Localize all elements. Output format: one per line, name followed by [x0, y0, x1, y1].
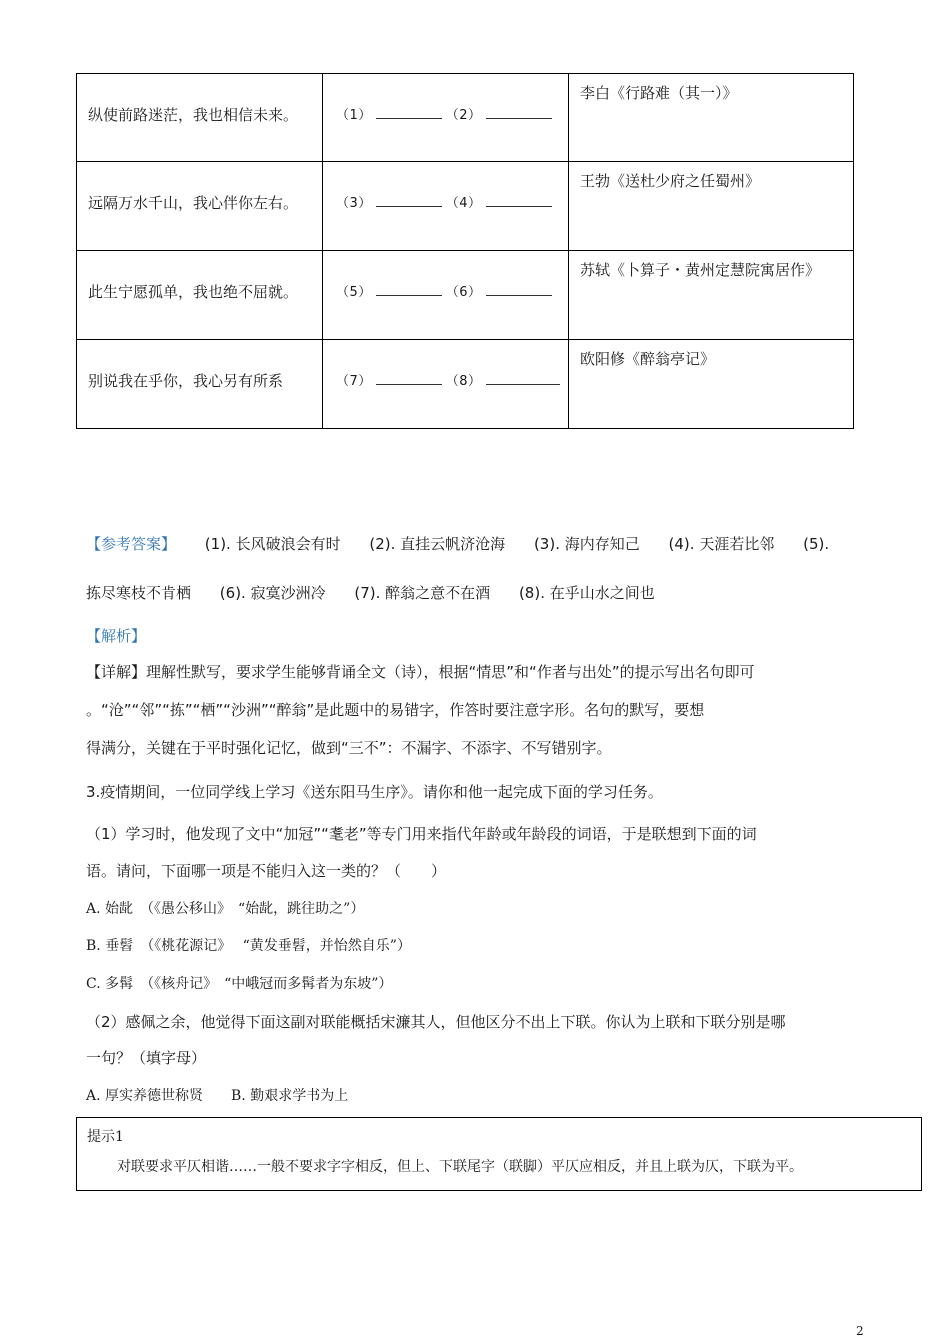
question-3-sub1-line1: （1）学习时，他发现了文中“加冠”“耄老”等专门用来指代年龄或年龄段的词语，于是联想到下面的词	[86, 825, 757, 843]
blank-line[interactable]	[376, 283, 442, 296]
blank-line[interactable]	[486, 194, 552, 207]
option-a: A. 始龀 （《愚公移山》 “始龀，跳往助之”）	[86, 901, 365, 917]
table-cell-source: 苏轼《卜算子・黄州定慧院寓居作》	[569, 251, 854, 340]
hint-box	[76, 1117, 922, 1191]
table-cell-text: 远隔万水千山，我心伴你左右。	[77, 162, 323, 251]
answer-line-1: 【参考答案】 (1). 长风破浪会有时 (2). 直挂云帆济沧海 (3). 海内存知己 (4). 天涯若比邻 (5).	[86, 535, 830, 553]
option-b: B. 垂髫 （《桃花源记》 “黄发垂髫，并怡然自乐”）	[86, 938, 411, 954]
analysis-line-1: 【详解】理解性默写，要求学生能够背诵全文（诗），根据“情思”和“作者与出处”的提示写出名句即可	[86, 663, 755, 681]
table-cell-text: 别说我在乎你，我心另有所系	[77, 340, 323, 429]
hint-body: 对联要求平仄相谐……一般不要求字字相反，但上、下联尾字（联脚）平仄应相反，并且上联为仄，下联为平。	[117, 1159, 803, 1175]
analysis-label: 【解析】	[86, 627, 147, 645]
option-c: C. 多髯 （《核舟记》 “中峨冠而多髯者为东坡”）	[86, 976, 393, 992]
table-cell-source: 李白《行路难（其一）》	[569, 74, 854, 162]
table-cell-text: 此生宁愿孤单，我也绝不屈就。	[77, 251, 323, 340]
blank-line[interactable]	[486, 106, 552, 119]
page-number: 2	[856, 1324, 864, 1338]
table-cell-source: 欧阳修《醉翁亭记》	[569, 340, 854, 429]
blank-line[interactable]	[486, 283, 552, 296]
table-cell-blanks: （3） （4）	[323, 162, 569, 251]
table-cell-text: 纵使前路迷茫，我也相信未来。	[77, 74, 323, 162]
analysis-line-3: 得满分，关键在于平时强化记忆，做到“三不”：不漏字、不添字、不写错别字。	[86, 739, 612, 757]
table-cell-blanks: （5） （6）	[323, 251, 569, 340]
blank-line[interactable]	[376, 372, 442, 385]
table-cell-source: 王勃《送杜少府之任蜀州》	[569, 162, 854, 251]
couplet-options: A. 厚实养德世称贤 B. 勤艰求学书为上	[86, 1088, 349, 1104]
answer-label: 【参考答案】	[86, 535, 177, 553]
answer-line-2: 拣尽寒枝不肯栖 (6). 寂寞沙洲冷 (7). 醉翁之意不在酒 (8). 在乎山水之间也	[86, 584, 655, 602]
question-3-sub2-line2: 一句？（填字母）	[86, 1049, 207, 1067]
analysis-line-2: 。“沧”“邻”“拣”“栖”“沙洲”“醉翁”是此题中的易错字，作答时要注意字形。名句的默写，要想	[86, 701, 705, 719]
table-cell-blanks: （1） （2）	[323, 74, 569, 162]
blank-line[interactable]	[486, 372, 560, 385]
poetry-table	[76, 73, 854, 429]
blank-line[interactable]	[376, 194, 442, 207]
table-cell-blanks: （7） （8）	[323, 340, 569, 429]
question-3-sub2-line1: （2）感佩之余，他觉得下面这副对联能概括宋濂其人，但他区分不出上下联。你认为上联和下联分别是哪	[86, 1013, 786, 1031]
question-3-sub1-line2: 语。请问，下面哪一项是不能归入这一类的？（ ）	[86, 862, 447, 880]
blank-line[interactable]	[376, 106, 442, 119]
question-3-title: 3.疫情期间，一位同学线上学习《送东阳马生序》。请你和他一起完成下面的学习任务。	[86, 783, 663, 801]
hint-title: 提示1	[87, 1129, 124, 1145]
